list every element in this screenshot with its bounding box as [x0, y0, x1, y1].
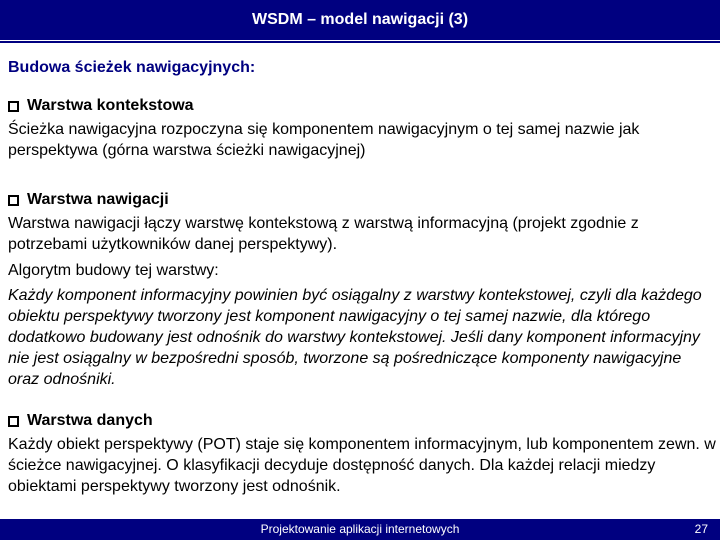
slide-subtitle: Budowa ścieżek nawigacyjnych:: [8, 59, 256, 76]
section-heading: [8, 96, 716, 116]
section-heading-text: Warstwa danych: [27, 412, 153, 429]
title-divider: [0, 41, 720, 43]
algorithm-label: Algorytm budowy tej warstwy:: [8, 262, 219, 279]
section-data-layer: [8, 411, 716, 497]
footer-text: Projektowanie aplikacji internetowych: [260, 522, 460, 536]
section-navigation-layer: [8, 190, 716, 390]
slide-title: WSDM – model nawigacji (3): [251, 11, 469, 28]
section-heading-text: Warstwa kontekstowa: [27, 97, 194, 114]
algorithm-description: Każdy komponent informacyjny powinien być osiągalny z warstwy kontekstowej, czyli dla każdego obiektu perspektywy tworzony jest komponent nawigacyjny o tej samej nazwie, dla którego dodatkowo budowany jest odnośnik do warstwy kontekstowej. Jeśli dany komponent informacyjny nie jest osiągalny w bezpośredni sposób, tworzone są pośredniczące komponenty nawigacyjne oraz odnośniki.: [8, 287, 702, 388]
section-paragraph: Każdy obiekt perspektywy (POT) staje się komponentem informacyjnym, lub komponentem zewn. w ścieżce nawigacyjnej. O klasyfikacji decyduje dostępność danych. Dla każdej relacji miedzy obiektami perspektywy tworzony jest odnośnik.: [8, 436, 716, 495]
section-context-layer: [8, 96, 716, 161]
section-heading-text: Warstwa nawigacji: [27, 191, 169, 208]
slide-title-bar: [0, 0, 720, 40]
page-number: 27: [694, 522, 708, 536]
section-paragraph: Ścieżka nawigacyjna rozpoczyna się komponentem nawigacyjnym o tej samej nazwie jak perspektywa (górna warstwa ścieżki nawigacyjnej): [8, 121, 640, 159]
checkbox-bullet-icon: [8, 416, 19, 427]
slide-footer: [0, 519, 720, 540]
section-paragraph: Warstwa nawigacji łączy warstwę kontekstową z warstwą informacyjną (projekt zgodnie z potrzebami użytkowników danej perspektywy).: [8, 215, 639, 253]
section-heading: [8, 411, 716, 431]
checkbox-bullet-icon: [8, 101, 19, 112]
section-heading: [8, 190, 716, 210]
checkbox-bullet-icon: [8, 195, 19, 206]
slide-content: [8, 96, 716, 497]
